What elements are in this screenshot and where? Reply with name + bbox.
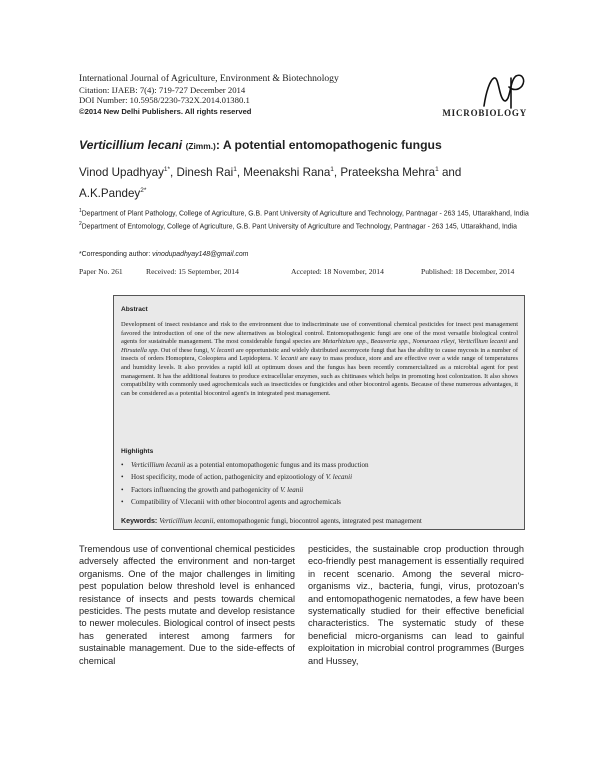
body-column-right: pesticides, the sustainable crop production through eco-friendly pest management is essentially required in recent scenario. Among the several micro-organisms viz., bacteria, fungi, virus, protozoan's and entomopathogenic nematodes, a few have been systematically studied for their effective beneficial characteristics. The systematic study of these beneficial micro-organisms can lead to gainful exploitation in microbial control programmes (Burges and Hussey,	[308, 544, 524, 666]
author-sep: and	[438, 165, 462, 179]
highlights-heading: Highlights	[121, 448, 154, 455]
highlight-species: Verticillium lecanii	[131, 461, 186, 469]
abstract-part: are opportunistic and widely distributed ascomycete fungi that has the ability to cause mycosis in a number of insects of orders Homoptera, Coleoptera and Lepidoptera.	[121, 346, 518, 363]
body-column-left: Tremendous use of conventional chemical pesticides adversely affected the environment and non-target organisms. One of the major challenges in limiting pest population below threshold level is enhanced resistance of insects and pests towards chemical pesticides. The pests mutate and develop resistance to newer molecules. Biological control of insect pests has generated interest among farmers for sustainable management. Due to the side-effects of chemical	[79, 544, 295, 666]
received-date: Received: 15 September, 2014	[146, 267, 239, 276]
corresponding-label: *Corresponding author:	[79, 251, 153, 258]
article-title	[79, 138, 529, 152]
highlight-text: as a potential entomopathogenic fungus and its mass production	[185, 461, 369, 469]
abstract-heading: Abstract	[121, 306, 148, 313]
abstract-box	[113, 295, 525, 530]
author-sup: 1	[233, 166, 237, 173]
author-name: Prateeksha Mehra	[340, 165, 436, 179]
accepted-date: Accepted: 18 November, 2014	[291, 267, 384, 276]
abstract-text	[121, 321, 518, 398]
title-species: Verticillium lecani	[79, 138, 183, 152]
affiliation-text: Department of Plant Pathology, College of Agriculture, G.B. Pant University of Agriculture and Technology, Pantnagar - 263 145, Uttarakhand, India	[81, 210, 529, 218]
abstract-part: Development of insect resistance and risk to the environment due to indiscriminate use of conventional chemical pesticides for insect pest management favored the introduction of one of the new alternatives as biological control. Entomopathogenic fungi are one of the most versatile biological control agents for sustainable management. The most considerable fungal species are	[121, 321, 518, 346]
highlight-text: Compatibility of V.lecanii	[131, 497, 205, 506]
abstract-species: V. lecanii	[210, 346, 235, 354]
author-sup: 1	[435, 166, 439, 173]
journal-name: International Journal of Agriculture, Environment & Biotechnology	[79, 73, 339, 84]
highlight-species: V. leanii	[280, 485, 304, 494]
citation: Citation: IJAEB: 7(4): 719-727 December 2014	[79, 84, 246, 95]
author-name: Dinesh Rai	[176, 165, 234, 179]
abstract-species: V. lecanii	[273, 355, 298, 363]
author-sep: ,	[236, 165, 244, 179]
author-sup: 2*	[140, 186, 147, 194]
title-rest: : A potential entomopathogenic fungus	[215, 138, 442, 152]
author-list	[79, 161, 531, 203]
paper-number: Paper No. 261	[79, 267, 123, 276]
list-item	[121, 473, 518, 485]
abstract-part: Out of these fungi,	[159, 346, 211, 354]
copyright: ©2014 New Delhi Publishers. All rights reserved	[79, 106, 252, 116]
affiliation	[79, 206, 529, 219]
title-authority: (Zimm.)	[185, 141, 216, 151]
keywords-label: Keywords:	[121, 517, 160, 525]
affiliation-sup: 1	[79, 208, 82, 214]
keywords-text: entomopathogenic fungi, biocontrol agents, integrated pest management	[215, 517, 422, 525]
highlight-species: V. lecanii	[325, 473, 353, 482]
abstract-part: and	[506, 338, 518, 346]
abstract-species: Metarhizium spp., Beauveria spp., Nomuraea rileyi, Verticillium lecanii	[322, 338, 507, 346]
list-item	[121, 486, 518, 498]
section-label: MICROBIOLOGY	[442, 108, 527, 118]
affiliation-sup: 2	[79, 221, 82, 228]
highlight-text: Host specificity, mode of action, pathogenicity and epizootiology of	[131, 473, 326, 482]
highlights-list	[121, 461, 518, 510]
author-sep: ,	[333, 165, 341, 179]
affiliation-text: Department of Entomology, College of Agriculture, G.B. Pant University of Agriculture and Technology, Pantnagar - 263 145, Uttarakhand, India	[81, 223, 517, 231]
publisher-logo-icon	[478, 70, 528, 110]
author-sup: 1*	[163, 166, 171, 173]
author-name: Meenakshi Rana	[243, 165, 331, 179]
list-item	[121, 461, 518, 473]
abstract-species: Hirsutella spp.	[121, 346, 160, 354]
keywords	[121, 517, 521, 525]
highlight-text: Factors influencing the growth and pathogenicity of	[131, 485, 281, 494]
published-date: Published: 18 December, 2014	[421, 267, 515, 276]
highlight-text: with other biocontrol agents and agrochemicals	[204, 497, 341, 506]
author-sup: 1	[330, 166, 334, 173]
list-item	[121, 498, 518, 510]
author-name: A.K.Pandey	[79, 186, 141, 200]
corresponding-email[interactable]: vinodupadhyay148@gmail.com	[152, 251, 249, 258]
author-name: Vinod Upadhyay	[79, 165, 164, 179]
affiliation	[79, 219, 529, 232]
doi: DOI Number: 10.5958/2230-732X.2014.01380.1	[79, 95, 250, 105]
abstract-part: are easy to mass produce, store and are effective over a wide range of temperatures and humidity levels. It also provides a rapid kill at optimum doses and the fungus has been recently commercialized as a microbial agent for pest management. It has the additional features to produce extracellular enzymes, such as chitinases which helps in promoting host colonization. It also shows compatibility with commonly used agrochemicals such as insecticides or fungicides and other biocontrol agents. Because of these numerous advantages, it can be considered as a potential biocontrol agent's in integrated pest management.	[121, 355, 518, 397]
affiliations	[79, 206, 529, 233]
author-sep: ,	[170, 165, 177, 179]
corresponding-author	[79, 251, 248, 258]
keywords-species: Verticillium lecanii,	[159, 517, 216, 525]
